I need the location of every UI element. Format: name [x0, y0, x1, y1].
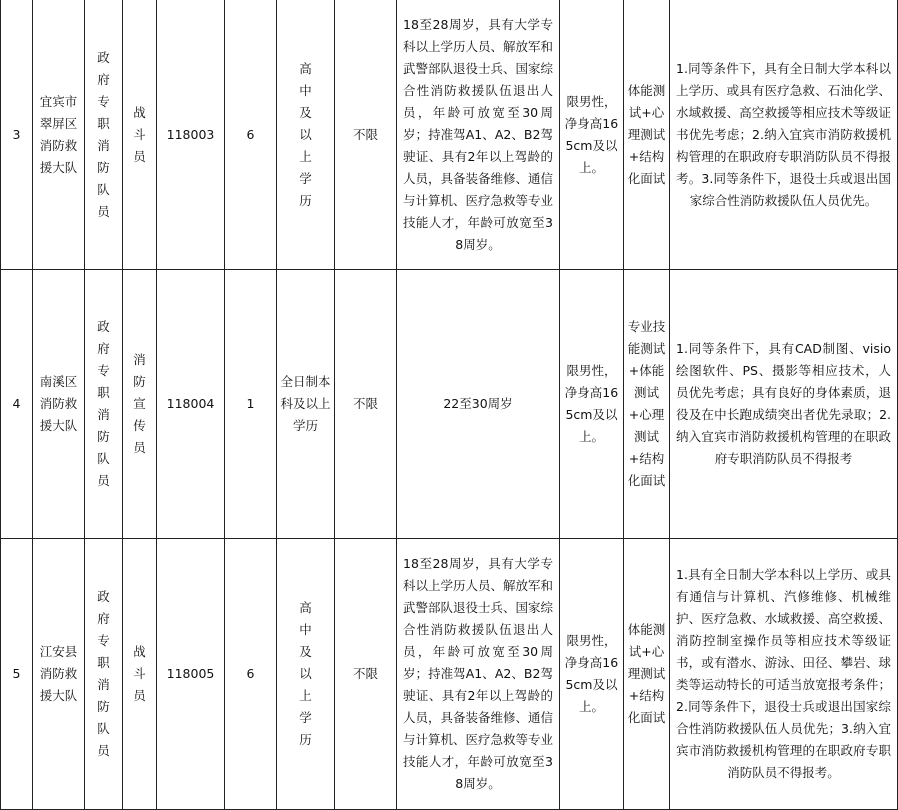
recruiting-unit: 江安县消防救援大队 [33, 539, 85, 810]
text-glyph: 职 [97, 655, 110, 670]
text-glyph: 职 [97, 385, 110, 400]
recruiting-unit: 南溪区消防救援大队 [33, 270, 85, 539]
text-glyph: 队 [97, 181, 110, 197]
text-glyph: 防 [97, 429, 110, 444]
major-requirement: 不限 [335, 0, 397, 270]
text-glyph: 员 [97, 473, 110, 488]
text-glyph: 学 [299, 710, 312, 725]
exam-method: 体能测试+心理测试+结构化面试 [624, 0, 670, 270]
text-glyph: 中 [299, 622, 312, 637]
text-glyph: 队 [97, 451, 110, 466]
text-glyph: 专 [97, 363, 110, 378]
post-code: 118003 [157, 0, 225, 270]
text-glyph: 府 [97, 71, 110, 87]
text-glyph: 斗 [133, 666, 146, 681]
text-glyph: 政 [97, 49, 110, 65]
text-glyph: 及 [299, 104, 312, 120]
row-number: 5 [1, 539, 33, 810]
text-glyph: 战 [133, 104, 146, 120]
text-glyph: 员 [97, 203, 110, 219]
position-category [85, 270, 123, 539]
text-glyph: 专 [97, 633, 110, 648]
text-glyph: 防 [133, 374, 146, 389]
post-name [123, 0, 157, 270]
table-row [1, 539, 898, 810]
education-requirement [277, 0, 335, 270]
gender-height-requirement: 限男性，净身高165cm及以上。 [560, 270, 624, 539]
text-glyph: 上 [299, 148, 312, 164]
major-requirement: 不限 [335, 270, 397, 539]
text-glyph: 消 [133, 352, 146, 367]
text-glyph: 斗 [133, 126, 146, 142]
text-glyph: 高 [299, 60, 312, 76]
text-glyph: 历 [299, 192, 312, 208]
text-glyph: 消 [97, 407, 110, 422]
text-glyph: 员 [133, 688, 146, 703]
text-glyph: 防 [97, 699, 110, 714]
text-glyph: 职 [97, 115, 110, 131]
text-glyph: 历 [299, 732, 312, 747]
text-glyph: 员 [133, 148, 146, 164]
text-glyph: 宣 [133, 396, 146, 411]
text-glyph: 员 [133, 440, 146, 455]
text-glyph: 学 [299, 170, 312, 186]
text-glyph: 战 [133, 644, 146, 659]
exam-method: 体能测试+心理测试+结构化面试 [624, 539, 670, 810]
recruiting-unit: 宜宾市翠屏区消防救援大队 [33, 0, 85, 270]
position-category [85, 0, 123, 270]
gender-height-requirement: 限男性，净身高165cm及以上。 [560, 0, 624, 270]
text-glyph: 队 [97, 721, 110, 736]
row-number: 4 [1, 270, 33, 539]
text-glyph: 上 [299, 688, 312, 703]
age-requirement: 18至28周岁，具有大学专科以上学历人员、解放军和武警部队退役士兵、国家综合性消防救援队伍退出人员，年龄可放宽至30周岁；持准驾A1、A2、B2驾驶证、具有2年以上驾龄的人员，具备装备维修、通信与计算机、医疗急救等专业技能人才，年龄可放宽至38周岁。 [397, 539, 560, 810]
other-conditions: 1.同等条件下，具有CAD制图、visio 绘图软件、PS、摄影等相应技术，人员优先考虑；具有良好的身体素质，退役及在中长跑成绩突出者优先录取；2.纳入宜宾市消防救援机构管理的在职政府专职消防队员不得报考 [670, 270, 898, 539]
recruit-count: 6 [225, 0, 277, 270]
table-row [1, 0, 898, 270]
age-requirement: 22至30周岁 [397, 270, 560, 539]
text-glyph: 府 [97, 341, 110, 356]
text-glyph: 传 [133, 418, 146, 433]
text-glyph: 消 [97, 677, 110, 692]
education-requirement [277, 539, 335, 810]
table-row [1, 270, 898, 539]
post-name [123, 270, 157, 539]
position-category [85, 539, 123, 810]
text-glyph: 消 [97, 137, 110, 153]
text-glyph: 专 [97, 93, 110, 109]
major-requirement: 不限 [335, 539, 397, 810]
text-glyph: 政 [97, 589, 110, 604]
other-conditions: 1.同等条件下，具有全日制大学本科以上学历、或具有医疗急救、石油化学、水域救援、高空救援等相应技术等级证书优先考虑；2.纳入宜宾市消防救援机构管理的在职政府专职消防队员不得报考。3.同等条件下，退役士兵或退出国家综合性消防救援队伍人员优先。 [670, 0, 898, 270]
post-code: 118004 [157, 270, 225, 539]
text-glyph: 政 [97, 319, 110, 334]
text-glyph: 高 [299, 600, 312, 615]
text-glyph: 中 [299, 82, 312, 98]
row-number: 3 [1, 0, 33, 270]
post-name [123, 539, 157, 810]
exam-method: 专业技能测试+体能测试+心理测试+结构化面试 [624, 270, 670, 539]
gender-height-requirement: 限男性，净身高165cm及以上。 [560, 539, 624, 810]
text-glyph: 府 [97, 611, 110, 626]
text-glyph: 及 [299, 644, 312, 659]
text-glyph: 员 [97, 743, 110, 758]
recruit-count: 6 [225, 539, 277, 810]
recruit-count: 1 [225, 270, 277, 539]
age-requirement: 18至28周岁，具有大学专科以上学历人员、解放军和武警部队退役士兵、国家综合性消防救援队伍退出人员，年龄可放宽至30周岁；持准驾A1、A2、B2驾驶证、具有2年以上驾龄的人员，具备装备维修、通信与计算机、医疗急救等专业技能人才，年龄可放宽至38周岁。 [397, 0, 560, 270]
text-glyph: 防 [97, 159, 110, 175]
text-glyph: 以 [299, 666, 312, 681]
text-glyph: 以 [299, 126, 312, 142]
post-code: 118005 [157, 539, 225, 810]
education-requirement: 全日制本科及以上学历 [277, 270, 335, 539]
other-conditions: 1.具有全日制大学本科以上学历、或具有通信与计算机、汽修维修、机械维护、医疗急救、水域救援、高空救援、消防控制室操作员等相应技术等级证书，或有潜水、游泳、田径、攀岩、球类等运动特长的可适当放宽报考条件；2.同等条件下，退役士兵或退出国家综合性消防救援队伍人员优先；3.纳入宜宾市消防救援机构管理的在职政府专职消防队员不得报考。 [670, 539, 898, 810]
